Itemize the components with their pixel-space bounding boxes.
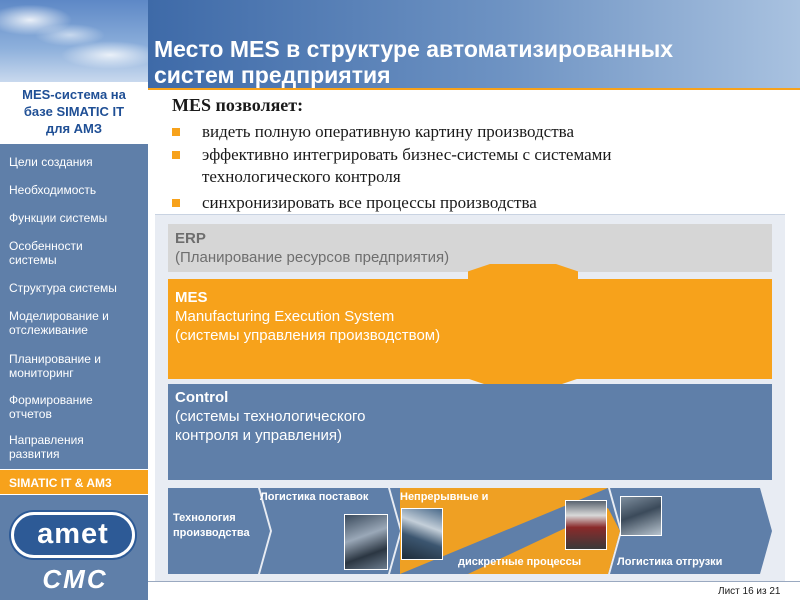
nav-item-simatic-am3[interactable]: SIMATIC IT & AM3 bbox=[0, 469, 148, 495]
slide-header bbox=[148, 0, 800, 90]
bullet-square-icon bbox=[172, 151, 180, 159]
nav-item-label: Моделирование и bbox=[9, 309, 109, 323]
control-layer-line: (системы технологического bbox=[175, 408, 366, 425]
bullet-text: синхронизировать все процессы производства bbox=[202, 193, 537, 212]
sky-banner bbox=[0, 0, 148, 82]
nav-item-development[interactable] bbox=[9, 433, 145, 461]
mes-layer-line: Manufacturing Execution System bbox=[175, 308, 395, 325]
mes-layer-head: MES bbox=[175, 289, 208, 306]
nav-item-planning[interactable] bbox=[9, 352, 145, 380]
product-title-line: базе SIMATIC IT bbox=[23, 104, 125, 119]
supply-photo bbox=[344, 514, 388, 570]
nav-item-label: мониторинг bbox=[9, 366, 74, 380]
amet-logo: amet bbox=[11, 512, 135, 558]
nav-item-label: системы bbox=[9, 253, 57, 267]
bullet-item bbox=[172, 144, 800, 188]
nav-item-label: Необходимость bbox=[9, 183, 97, 197]
nav-item-modeling[interactable] bbox=[9, 309, 145, 337]
nav-item-goals[interactable] bbox=[9, 155, 145, 169]
bullet-text: технологического контроля bbox=[202, 167, 401, 186]
slide-title-line: систем предприятия bbox=[154, 62, 391, 88]
continuous-photo bbox=[401, 508, 443, 560]
intro-heading: MES позволяет: bbox=[172, 95, 304, 115]
nav-item-label: отчетов bbox=[9, 407, 52, 421]
control-layer-text bbox=[175, 388, 366, 445]
shipping-logistics-label: Логистика отгрузки bbox=[617, 556, 723, 568]
erp-layer-sub: (Планирование ресурсов предприятия) bbox=[175, 249, 450, 266]
nav-item-label: Цели создания bbox=[9, 155, 93, 169]
technology-label-line: Технология bbox=[173, 512, 236, 524]
nav-item-reports[interactable] bbox=[9, 393, 145, 421]
nav-item-functions[interactable] bbox=[9, 211, 145, 225]
nav-item-structure[interactable] bbox=[9, 281, 145, 295]
slide-title-line: Место MES в структуре автоматизированных bbox=[154, 36, 674, 62]
sidebar bbox=[0, 0, 148, 600]
erp-layer-head: ERP bbox=[175, 230, 206, 247]
bullet-item bbox=[172, 121, 800, 143]
bullet-item bbox=[172, 192, 800, 214]
bullet-square-icon bbox=[172, 199, 180, 207]
product-title-line: для АМЗ bbox=[45, 121, 103, 136]
nav-item-features[interactable] bbox=[9, 239, 145, 267]
shipping-photo bbox=[620, 496, 662, 536]
nav-item-label: Функции системы bbox=[9, 211, 108, 225]
technology-label-line: производства bbox=[173, 527, 250, 539]
control-layer-line: контроля и управления) bbox=[175, 427, 342, 444]
cmc-logo: CMC bbox=[42, 564, 108, 594]
slide-title bbox=[154, 36, 794, 88]
technology-label bbox=[173, 511, 250, 541]
discrete-processes-label: дискретные процессы bbox=[458, 556, 582, 568]
continuous-processes-label: Непрерывные и bbox=[400, 491, 489, 503]
nav-item-necessity[interactable] bbox=[9, 183, 145, 197]
page-counter: Лист 16 из 21 bbox=[718, 586, 781, 597]
nav-item-label: Структура системы bbox=[9, 281, 117, 295]
mes-layer-line: (системы управления производством) bbox=[175, 327, 441, 344]
footer-divider bbox=[148, 581, 800, 582]
bullet-square-icon bbox=[172, 128, 180, 136]
discrete-photo bbox=[565, 500, 607, 550]
nav-item-label: развития bbox=[9, 447, 60, 461]
title-divider bbox=[148, 88, 800, 90]
control-layer-head: Control bbox=[175, 389, 229, 406]
nav-item-label: Особенности bbox=[9, 239, 83, 253]
bullet-text: эффективно интегрировать бизнес-системы с системами bbox=[202, 145, 612, 164]
product-title-line: MES-система на bbox=[22, 87, 126, 102]
nav-item-label: отслеживание bbox=[9, 323, 88, 337]
product-title bbox=[0, 82, 148, 144]
supply-logistics-label: Логистика поставок bbox=[260, 491, 369, 503]
mes-layer-text bbox=[175, 288, 440, 345]
nav-item-label: Планирование и bbox=[9, 352, 101, 366]
erp-layer-text bbox=[175, 229, 449, 267]
bullet-text: видеть полную оперативную картину производства bbox=[202, 122, 575, 141]
nav-item-label: Направления bbox=[9, 433, 84, 447]
nav-item-label: Формирование bbox=[9, 393, 93, 407]
